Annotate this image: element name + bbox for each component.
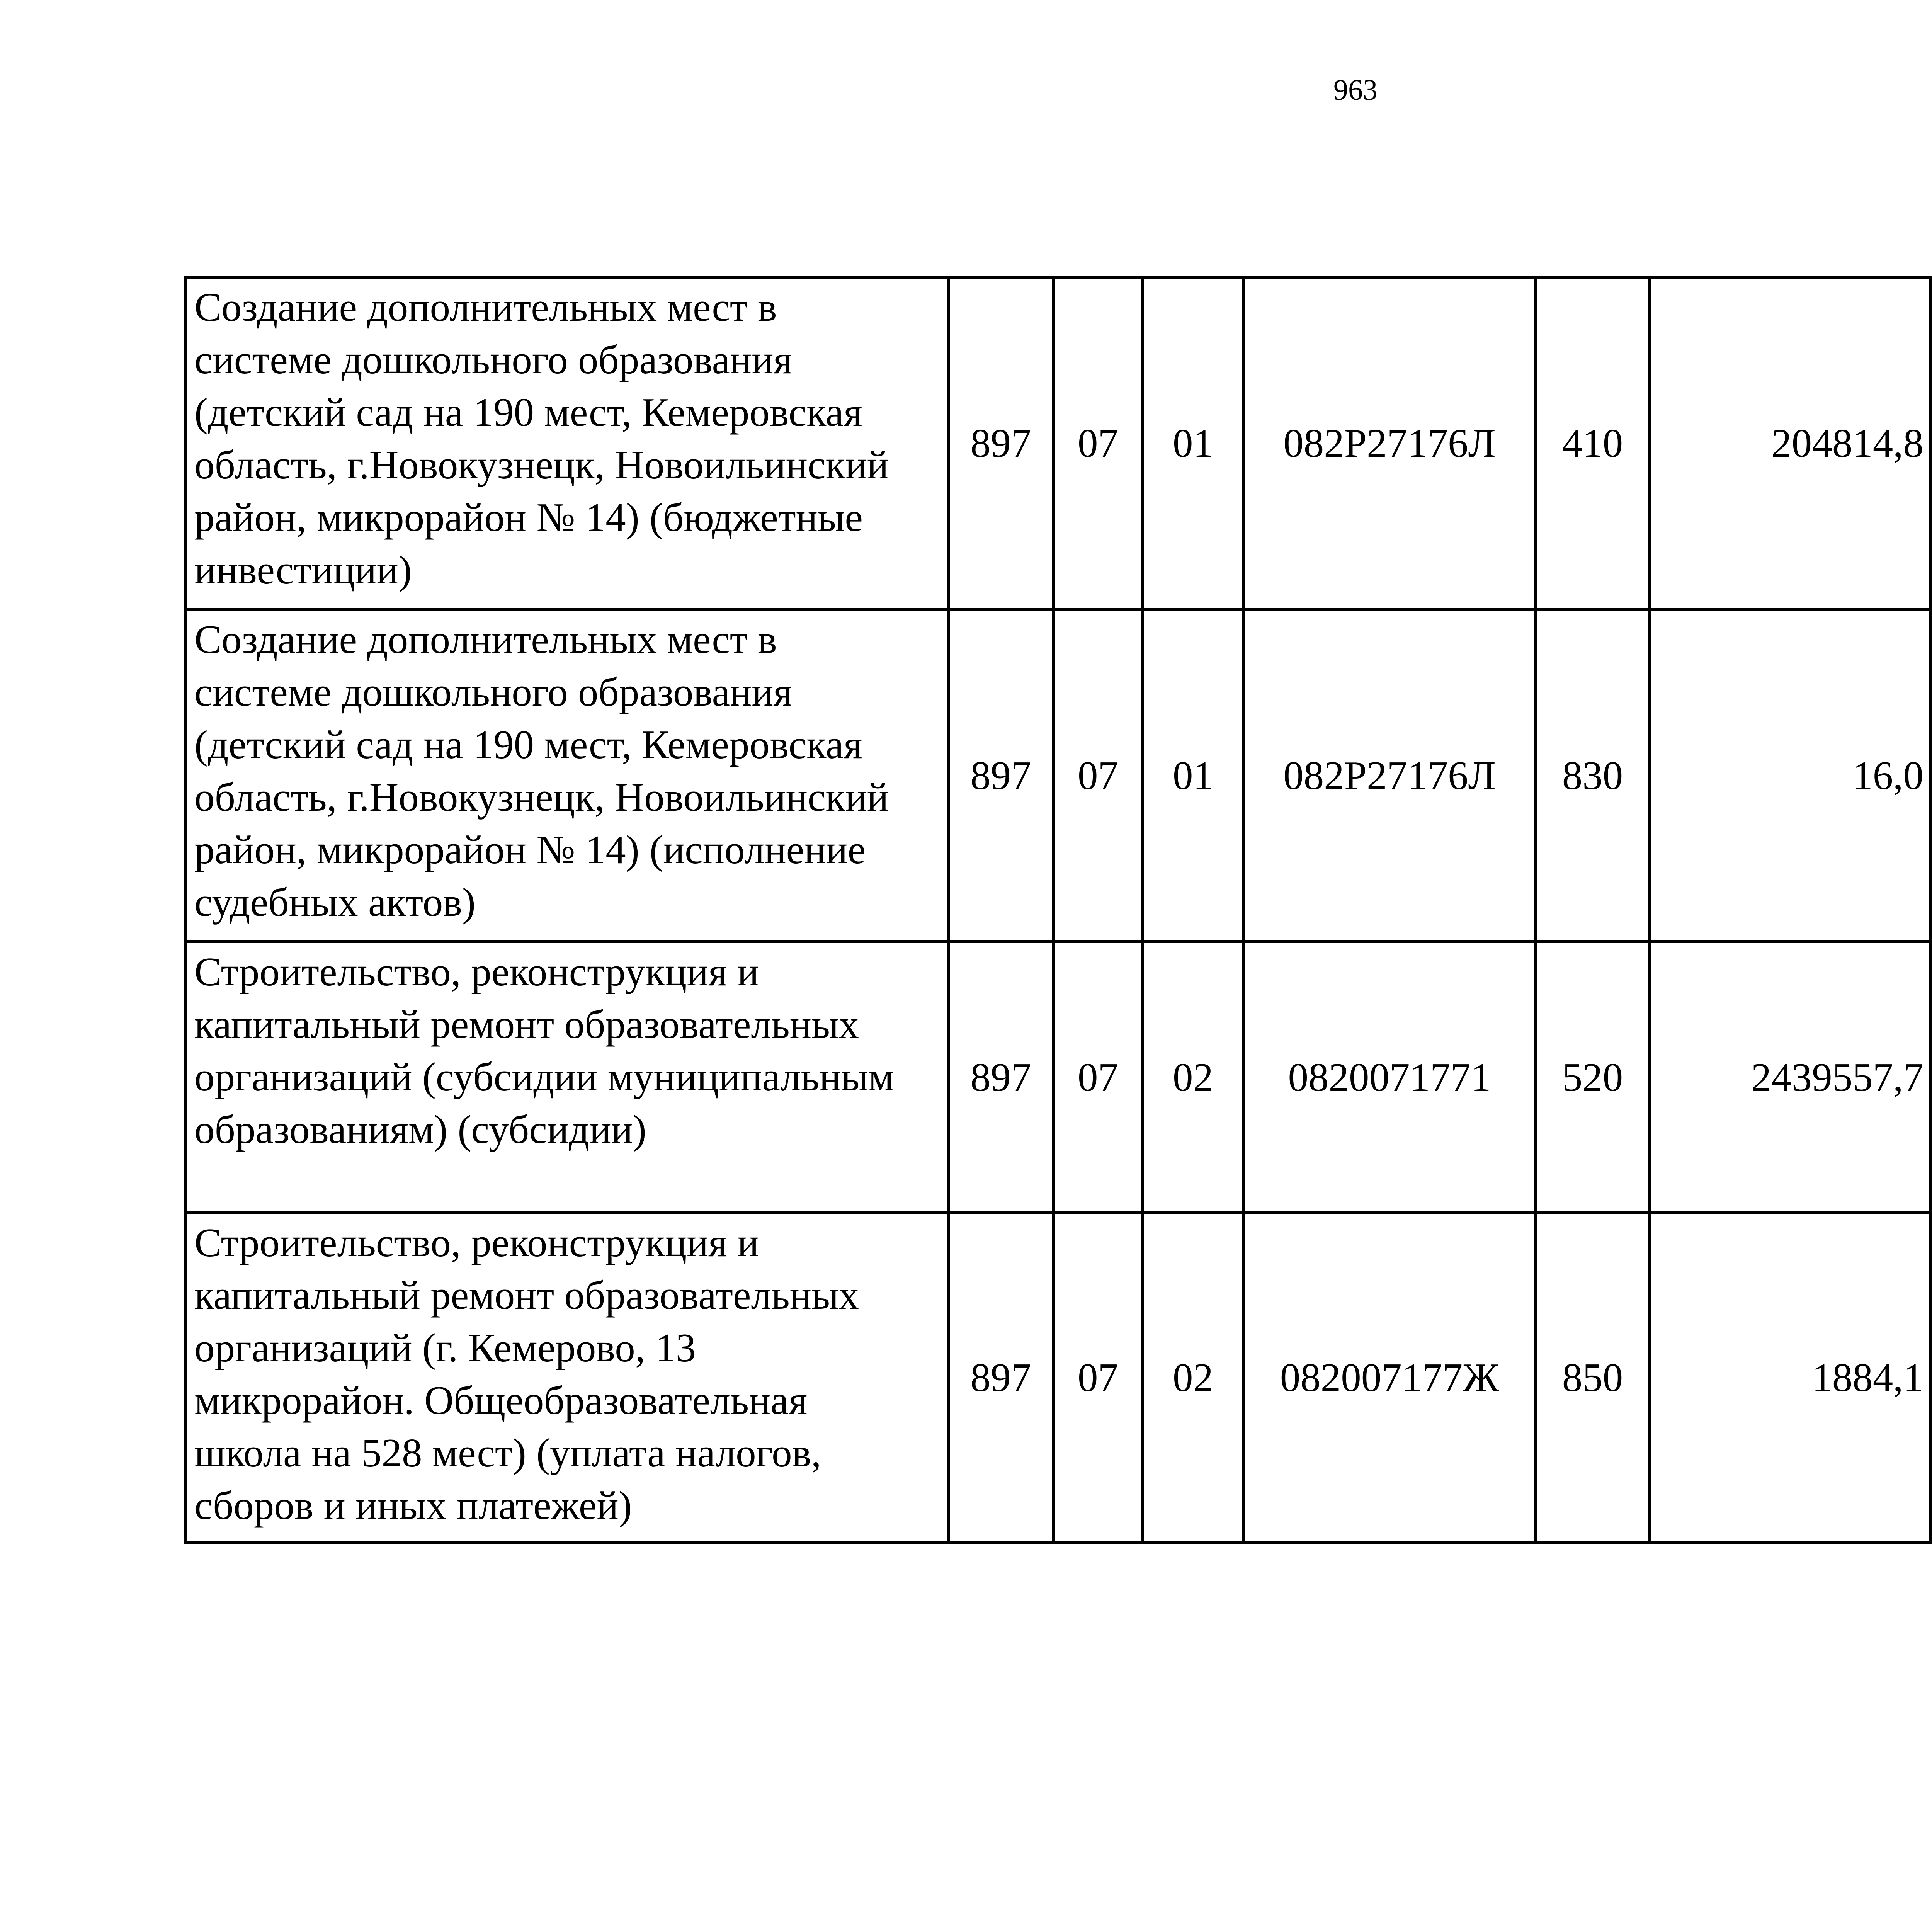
amount-cell: 2439557,7 [1650,942,1930,1213]
expense-type-cell: 410 [1536,277,1650,609]
ministry-code-cell: 897 [948,609,1053,942]
subsection-code-cell: 01 [1143,277,1243,609]
description-line: капитальный ремонт образовательных [194,1002,859,1047]
description-line: системе дошкольного образования [194,669,792,714]
description-line: Строительство, реконструкция и [194,1220,759,1265]
description-line: школа на 528 мест) (уплата налогов, [194,1430,821,1475]
description-line: системе дошкольного образования [194,337,792,382]
description-line: Создание дополнительных мест в [194,284,777,330]
ministry-code-cell: 897 [948,1213,1053,1542]
page-number: 963 [1333,74,1378,106]
budget-table [184,276,1932,1544]
amount-cell: 1884,1 [1650,1213,1930,1542]
description-line: организаций (г. Кемерово, 13 [194,1325,696,1370]
amount-cell: 204814,8 [1650,277,1930,609]
description-cell [186,609,948,942]
table-row [186,277,1932,609]
description-line: образованиям) (субсидии) [194,1107,646,1152]
section-code-cell: 07 [1053,1213,1143,1542]
target-article-cell: 082P27176Л [1243,277,1536,609]
table-row [186,942,1932,1213]
section-code-cell: 07 [1053,942,1143,1213]
description-line: (детский сад на 190 мест, Кемеровская [194,722,862,767]
subsection-code-cell: 01 [1143,609,1243,942]
description-line: район, микрорайон № 14) (исполнение [194,827,866,872]
description-line: Строительство, реконструкция и [194,949,759,994]
description-line: судебных актов) [194,879,476,925]
expense-type-cell: 830 [1536,609,1650,942]
target-article-cell: 0820071771 [1243,942,1536,1213]
description-line: организаций (субсидии муниципальным [194,1054,894,1099]
description-cell [186,942,948,1213]
amount2-cell [1930,609,1932,942]
description-line: Создание дополнительных мест в [194,617,777,662]
description-cell [186,277,948,609]
description-cell [186,1213,948,1542]
subsection-code-cell: 02 [1143,942,1243,1213]
description-line: область, г.Новокузнецк, Новоильинский [194,442,889,487]
table-row [186,1213,1932,1542]
amount-cell: 16,0 [1650,609,1930,942]
description-line: район, микрорайон № 14) (бюджетные [194,495,863,540]
target-article-cell: 082007177Ж [1243,1213,1536,1542]
amount2-cell [1930,277,1932,609]
ministry-code-cell: 897 [948,942,1053,1213]
description-line: инвестиции) [194,547,412,592]
description-line: область, г.Новокузнецк, Новоильинский [194,774,889,820]
target-article-cell: 082P27176Л [1243,609,1536,942]
ministry-code-cell: 897 [948,277,1053,609]
amount2-cell [1930,1213,1932,1542]
table-row [186,609,1932,942]
section-code-cell: 07 [1053,609,1143,942]
description-line: капитальный ремонт образовательных [194,1272,859,1318]
amount2-cell [1930,942,1932,1213]
description-line: сборов и иных платежей) [194,1483,632,1528]
expense-type-cell: 520 [1536,942,1650,1213]
description-line: (детский сад на 190 мест, Кемеровская [194,390,862,435]
description-line: микрорайон. Общеобразовательная [194,1378,808,1423]
subsection-code-cell: 02 [1143,1213,1243,1542]
expense-type-cell: 850 [1536,1213,1650,1542]
section-code-cell: 07 [1053,277,1143,609]
